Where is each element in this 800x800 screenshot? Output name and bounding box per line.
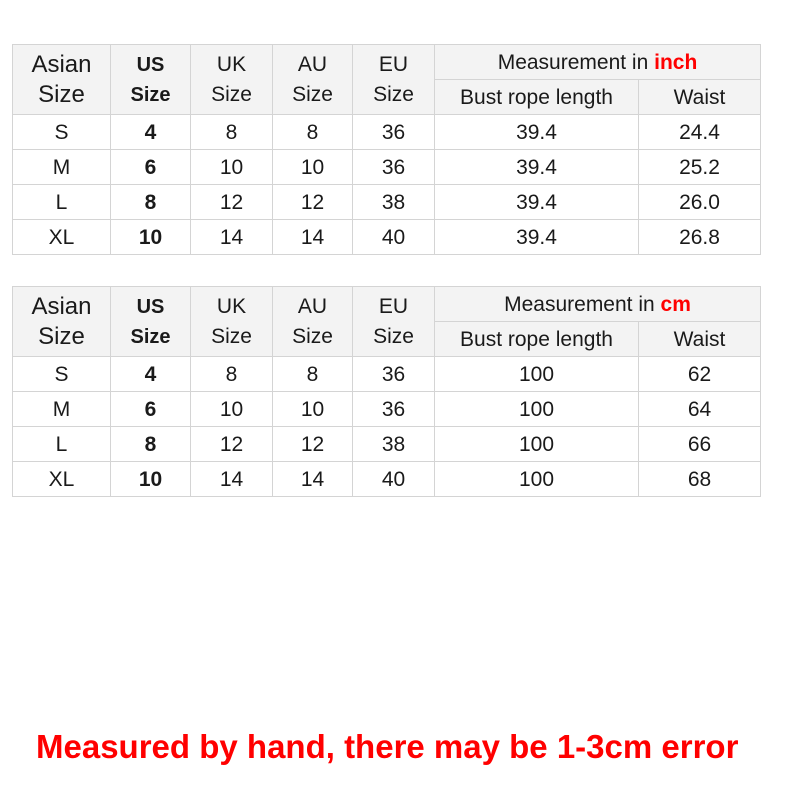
bust-cell: 100 [435, 357, 639, 392]
us-size-cell: 6 [111, 150, 191, 185]
size-table-cm [12, 286, 761, 497]
au-size-header [273, 45, 353, 115]
eu-size-header-line1: EU [378, 294, 409, 318]
asian-size-header [13, 287, 111, 357]
eu-size-cell: 36 [353, 115, 435, 150]
bust-cell: 100 [435, 427, 639, 462]
asian-size-header [13, 45, 111, 115]
eu-size-header-line1: EU [378, 52, 409, 76]
us-size-cell: 4 [111, 357, 191, 392]
us-size-cell: 4 [111, 115, 191, 150]
eu-size-cell: 36 [353, 357, 435, 392]
au-size-header-line1: AU [297, 52, 328, 76]
bust-header: Bust rope length [435, 322, 639, 357]
eu-size-cell: 36 [353, 150, 435, 185]
measurement-header [435, 287, 761, 322]
uk-size-cell: 10 [191, 150, 273, 185]
au-size-header-line2: Size [292, 82, 333, 106]
uk-size-header-line1: UK [216, 52, 247, 76]
us-size-cell: 6 [111, 392, 191, 427]
waist-cell: 26.0 [639, 185, 761, 220]
uk-size-header [191, 287, 273, 357]
uk-size-header-line2: Size [211, 82, 252, 106]
table-row [13, 392, 761, 427]
eu-size-header-line2: Size [373, 324, 414, 348]
bust-cell: 39.4 [435, 115, 639, 150]
uk-size-cell: 8 [191, 357, 273, 392]
table-row [13, 115, 761, 150]
asian-size-cell: M [13, 392, 111, 427]
measurement-header-prefix: Measurement in [504, 292, 661, 316]
us-size-cell: 10 [111, 462, 191, 497]
au-size-cell: 8 [273, 357, 353, 392]
asian-size-cell: L [13, 185, 111, 220]
au-size-cell: 8 [273, 115, 353, 150]
asian-size-cell: XL [13, 220, 111, 255]
measurement-unit: inch [654, 50, 698, 74]
eu-size-cell: 38 [353, 185, 435, 220]
waist-header: Waist [639, 80, 761, 115]
table-row [13, 185, 761, 220]
eu-size-cell: 36 [353, 392, 435, 427]
waist-cell: 68 [639, 462, 761, 497]
waist-cell: 66 [639, 427, 761, 462]
us-size-header-line1: US [136, 53, 165, 76]
au-size-cell: 10 [273, 150, 353, 185]
uk-size-header [191, 45, 273, 115]
table-row [13, 462, 761, 497]
au-size-header [273, 287, 353, 357]
au-size-cell: 14 [273, 462, 353, 497]
asian-size-cell: XL [13, 462, 111, 497]
asian-size-cell: S [13, 115, 111, 150]
asian-size-cell: M [13, 150, 111, 185]
us-size-header-line2: Size [130, 83, 171, 106]
uk-size-header-line1: UK [216, 294, 247, 318]
uk-size-header-line2: Size [211, 324, 252, 348]
asian-size-header-line2: Size [38, 322, 85, 350]
asian-size-cell: L [13, 427, 111, 462]
measurement-error-note: Measured by hand, there may be 1-3cm error [36, 728, 739, 765]
table-row [13, 427, 761, 462]
eu-size-header [353, 287, 435, 357]
bust-cell: 100 [435, 392, 639, 427]
waist-cell: 24.4 [639, 115, 761, 150]
bust-cell: 100 [435, 462, 639, 497]
asian-size-header-line2: Size [38, 80, 85, 108]
us-size-header-line1: US [136, 295, 165, 318]
uk-size-cell: 10 [191, 392, 273, 427]
bust-cell: 39.4 [435, 220, 639, 255]
eu-size-cell: 40 [353, 220, 435, 255]
measurement-header [435, 45, 761, 80]
au-size-header-line1: AU [297, 294, 328, 318]
uk-size-cell: 14 [191, 220, 273, 255]
eu-size-cell: 40 [353, 462, 435, 497]
waist-cell: 26.8 [639, 220, 761, 255]
us-size-cell: 10 [111, 220, 191, 255]
asian-size-cell: S [13, 357, 111, 392]
asian-size-header-line1: Asian [31, 50, 92, 78]
us-size-cell: 8 [111, 427, 191, 462]
table-row [13, 357, 761, 392]
eu-size-header-line2: Size [373, 82, 414, 106]
au-size-cell: 10 [273, 392, 353, 427]
bust-header: Bust rope length [435, 80, 639, 115]
us-size-header [111, 45, 191, 115]
eu-size-header [353, 45, 435, 115]
au-size-cell: 12 [273, 427, 353, 462]
us-size-header-line2: Size [130, 325, 171, 348]
waist-cell: 25.2 [639, 150, 761, 185]
uk-size-cell: 8 [191, 115, 273, 150]
waist-cell: 64 [639, 392, 761, 427]
waist-header: Waist [639, 322, 761, 357]
asian-size-header-line1: Asian [31, 292, 92, 320]
bust-cell: 39.4 [435, 185, 639, 220]
measurement-header-prefix: Measurement in [497, 50, 655, 74]
uk-size-cell: 14 [191, 462, 273, 497]
table-row [13, 220, 761, 255]
au-size-cell: 12 [273, 185, 353, 220]
au-size-header-line2: Size [292, 324, 333, 348]
table-row [13, 150, 761, 185]
waist-cell: 62 [639, 357, 761, 392]
us-size-header [111, 287, 191, 357]
size-table-inch [12, 44, 761, 255]
measurement-unit: cm [660, 292, 691, 316]
eu-size-cell: 38 [353, 427, 435, 462]
us-size-cell: 8 [111, 185, 191, 220]
au-size-cell: 14 [273, 220, 353, 255]
bust-cell: 39.4 [435, 150, 639, 185]
uk-size-cell: 12 [191, 427, 273, 462]
uk-size-cell: 12 [191, 185, 273, 220]
